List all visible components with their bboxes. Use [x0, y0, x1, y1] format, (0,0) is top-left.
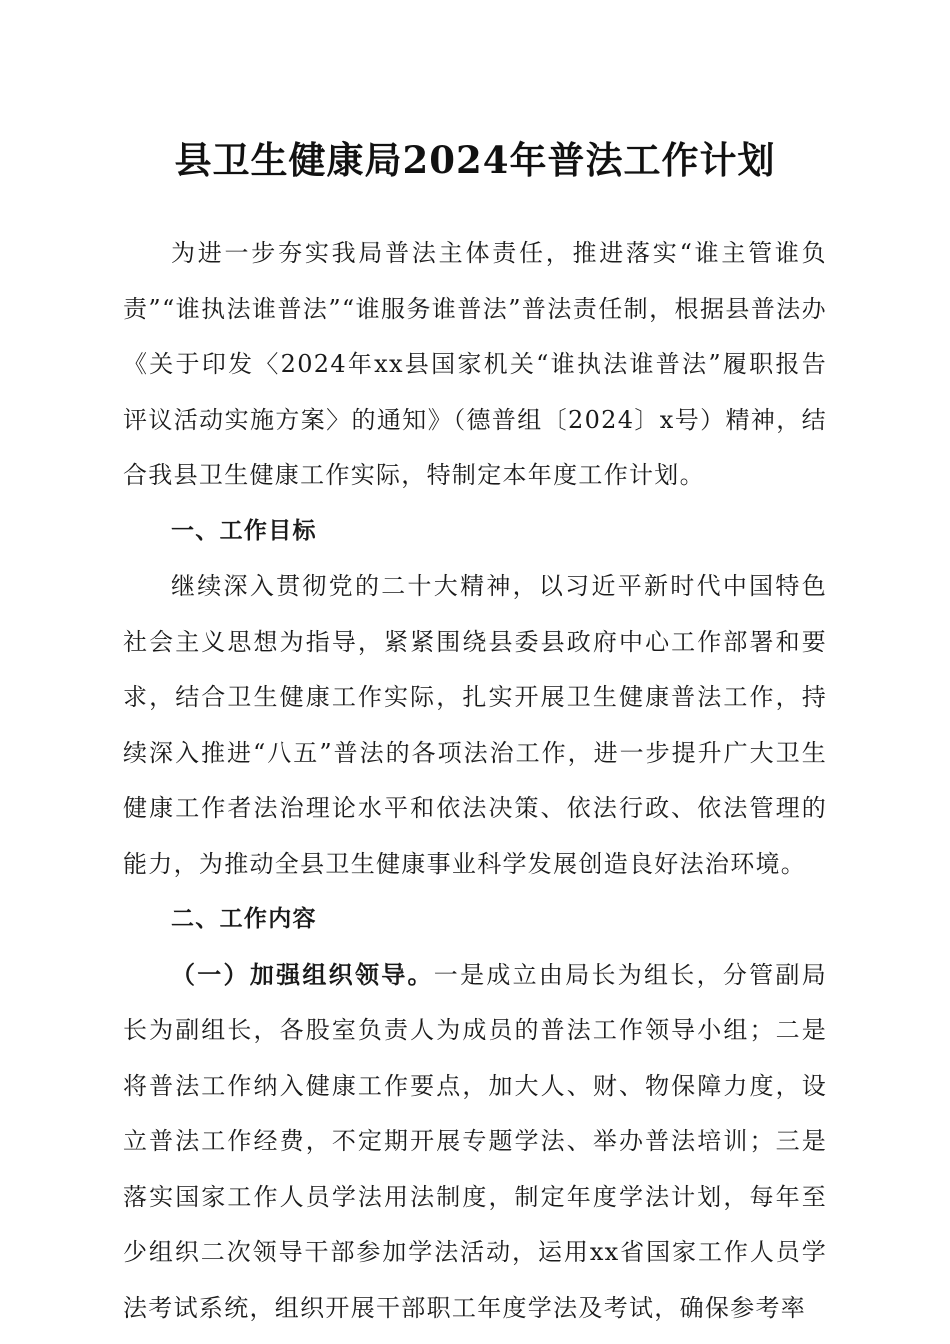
content-item-1-text: 一是成立由局长为组长，分管副局长为副组长，各股室负责人为成员的普法工作领导小组；二是将普法工作纳入健康工作要点，加大人、财、物保障力度，设立普法工作经费，不定期开展专题学法、举办普法培训；三是落实国家工作人员学法用法制度，制定年度学法计划，每年至少组织二次领导干部参加学法活动，运用xx省国家工作人员学法考试系统，组织开展干部职工年度学法及考试，确保参考率	[123, 960, 828, 1322]
intro-paragraph: 为进一步夯实我局普法主体责任，推进落实“谁主管谁负责”“谁执法谁普法”“谁服务谁普法”普法责任制，根据县普法办《关于印发〈2024年xx县国家机关“谁执法谁普法”履职报告评议活动实施方案〉的通知》（德普组〔2024〕x号）精神，结合我县卫生健康工作实际，特制定本年度工作计划。	[123, 239, 827, 489]
goals-paragraph: 继续深入贯彻党的二十大精神，以习近平新时代中国特色社会主义思想为指导，紧紧围绕县委县政府中心工作部署和要求，结合卫生健康工作实际，扎实开展卫生健康普法工作，持续深入推进“八五”普法的各项法治工作，进一步提升广大卫生健康工作者法治理论水平和依法决策、依法行政、依法管理的能力，为推动全县卫生健康事业科学发展创造良好法治环境。	[123, 572, 827, 878]
document-title: 县卫生健康局2024年普法工作计划	[174, 138, 776, 182]
content-item-1-paragraph	[123, 948, 827, 1337]
document-body	[123, 226, 827, 1336]
content-item-1-label: （一）加强组织领导。	[171, 960, 434, 989]
section-heading-content: 二、工作内容	[171, 906, 317, 932]
section-heading-goals: 一、工作目标	[171, 517, 317, 544]
